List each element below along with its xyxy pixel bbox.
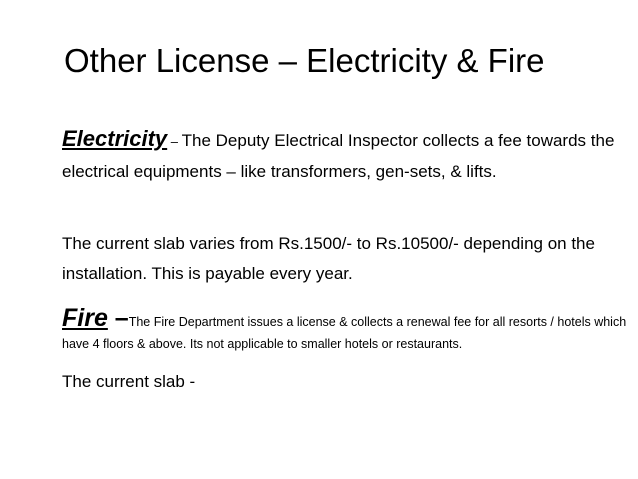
fire-separator: – (107, 304, 129, 332)
fire-text: The Fire Department issues a license & collects a renewal fee for all resorts / hotels which have 4 floors & above. Its not applicable to smaller hotels or restaurants. (62, 315, 627, 351)
electricity-slab-paragraph: The current slab varies from Rs.1500/- to Rs.10500/- depending on the installation. This is payable every year. (62, 234, 595, 283)
electricity-text: The Deputy Electrical Inspector collects a fee towards the electrical equipments – like transformers, gen-sets, & lifts. (62, 131, 615, 181)
slide-title: Other License – Electricity & Fire (64, 42, 545, 79)
fire-slab-paragraph: The current slab - (62, 372, 196, 391)
electricity-paragraph (62, 124, 632, 187)
electricity-heading: Electricity (62, 126, 168, 151)
electricity-separator: – (167, 134, 182, 149)
fire-paragraph (62, 304, 632, 355)
fire-heading: Fire (62, 304, 108, 332)
